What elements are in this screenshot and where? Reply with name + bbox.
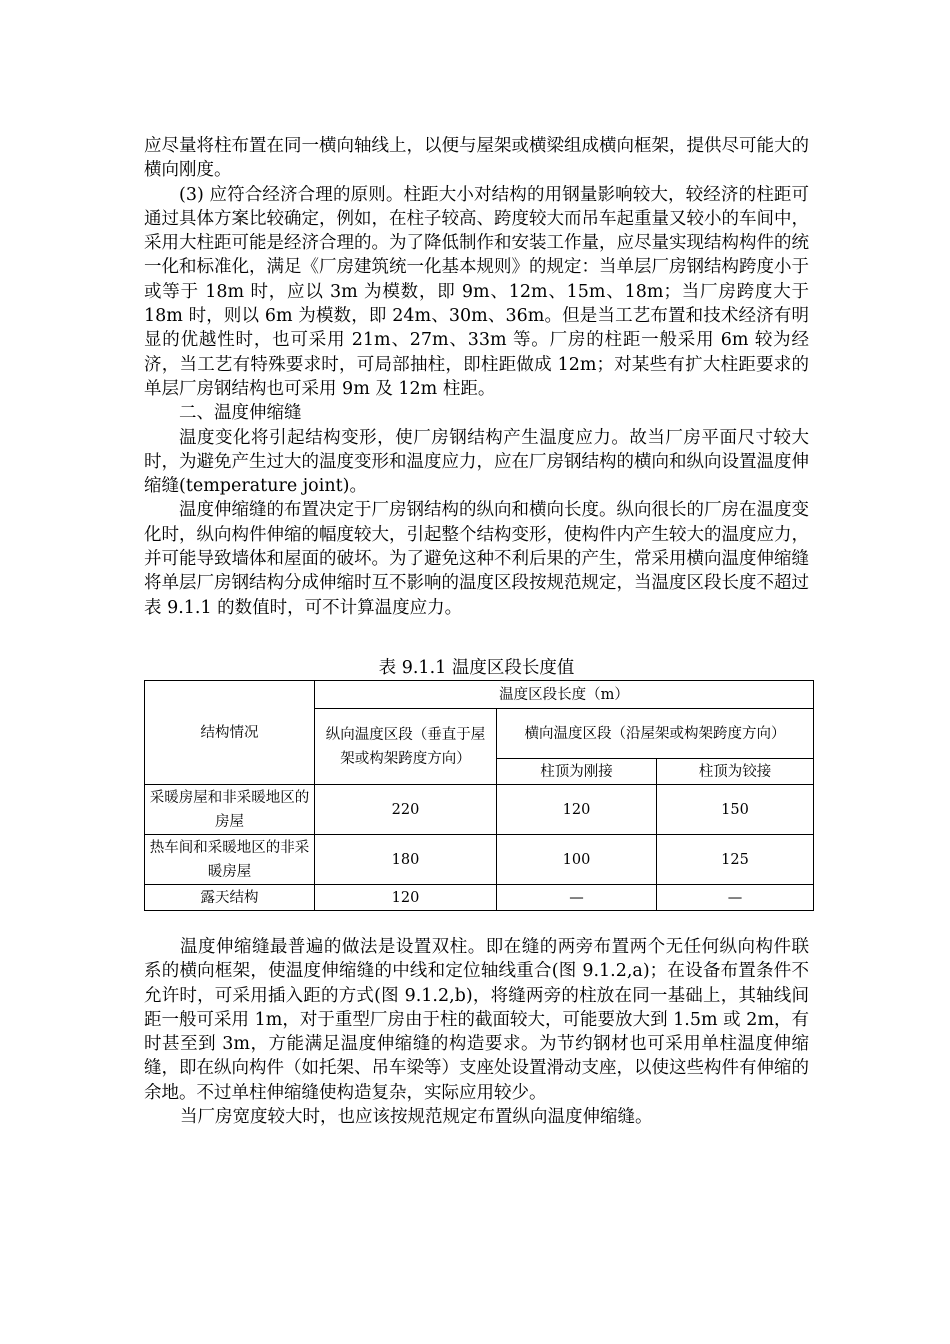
cell-rigid: 120 [497,785,657,835]
paragraph-joint-layout: 温度伸缩缝的布置决定于厂房钢结构的纵向和横向长度。纵向很长的厂房在温度变化时，纵向构件伸缩的幅度较大，引起整个结构变形，使构件内产生较大的温度应力，并可能导致墙体和屋面的破坏。为了避免这种不利后果的产生，常采用横向温度伸缩缝将单层厂房钢结构分成伸缩时互不影响的温度区段按规范规定，当温度区段长度不超过表 9.1.1 的数值时，可不计算温度应力。 [144,500,809,618]
paragraph-column-alignment: 应尽量将柱布置在同一横向轴线上，以便与屋架或横梁组成横向框架，提供尽可能大的横向刚度。 [144,136,809,181]
table-row [145,885,814,911]
header-transverse: 横向温度区段（沿屋架或构架跨度方向） [497,709,814,759]
paragraph-wide-plant: 当厂房宽度较大时，也应该按规范规定布置纵向温度伸缩缝。 [180,1107,653,1128]
cell-longitudinal: 180 [315,835,497,885]
cell-structure: 采暖房屋和非采暖地区的房屋 [145,785,315,835]
cell-longitudinal: 120 [315,885,497,911]
cell-longitudinal: 220 [315,785,497,835]
paragraph-double-column: 温度伸缩缝最普遍的做法是设置双柱。即在缝的两旁布置两个无任何纵向构件联系的横向框架，使温度伸缩缝的中线和定位轴线重合(图 9.1.2,a)；在设备布置条件不允许时，可采用插入距的方式(图 9.1.2,b)，将缝两旁的柱放在同一基础上，其轴线间距一般可采用 1m，对于重型厂房由于柱的截面较大，可能要放大到 1.5m 或 2m，有时甚至到 3m，方能满足温度伸缩缝的构造要求。为节约钢材也可采用单柱温度伸缩缝，即在纵向构件（如托架、吊车梁等）支座处设置滑动支座，以使这些构件有伸缩的余地。不过单柱伸缩缝使构造复杂，实际应用较少。 [144,937,809,1103]
header-hinged: 柱顶为铰接 [657,759,814,785]
header-length: 温度区段长度（m） [315,681,814,709]
cell-structure: 热车间和采暖地区的非采暖房屋 [145,835,315,885]
section-heading-temperature-joint: 二、温度伸缩缝 [179,403,302,424]
body-text-top [144,134,809,620]
temperature-length-table [144,680,814,911]
cell-structure: 露天结构 [145,885,315,911]
table-row [145,785,814,835]
header-structure: 结构情况 [145,681,315,785]
header-longitudinal: 纵向温度区段（垂直于屋架或构架跨度方向） [315,709,497,785]
table-caption: 表 9.1.1 温度区段长度值 [378,658,575,678]
cell-rigid: 100 [497,835,657,885]
body-text-bottom [144,935,809,1129]
cell-hinged: 125 [657,835,814,885]
paragraph-economic-principle: (3) 应符合经济合理的原则。柱距大小对结构的用钢量影响较大，较经济的柱距可通过具体方案比较确定，例如，在柱子较高、跨度较大而吊车起重量又较小的车间中，采用大柱距可能是经济合理的。为了降低制作和安装工作量，应尽量实现结构构件的统一化和标准化，满足《厂房建筑统一化基本规则》的规定：当单层厂房钢结构跨度小于或等于 18m 时，应以 3m 为模数，即 9m、12m、15m、18m；当厂房跨度大于 18m 时，则以 6m 为模数，即 24m、30m、36m。但是当工艺布置和技术经济有明显的优越性时，也可采用 21m、27m、33m 等。厂房的柱距一般采用 6m 较为经济，当工艺有特殊要求时，可局部抽柱，即柱距做成 12m；对某些有扩大柱距要求的单层厂房钢结构也可采用 9m 及 12m 柱距。 [144,184,809,399]
cell-hinged: 150 [657,785,814,835]
header-rigid: 柱顶为刚接 [497,759,657,785]
cell-hinged: — [657,885,814,911]
cell-rigid: — [497,885,657,911]
table-row [145,835,814,885]
paragraph-temperature-change: 温度变化将引起结构变形，使厂房钢结构产生温度应力。故当厂房平面尺寸较大时，为避免产生过大的温度变形和温度应力，应在厂房钢结构的横向和纵向设置温度伸缩缝(temperature joint)。 [144,427,809,497]
